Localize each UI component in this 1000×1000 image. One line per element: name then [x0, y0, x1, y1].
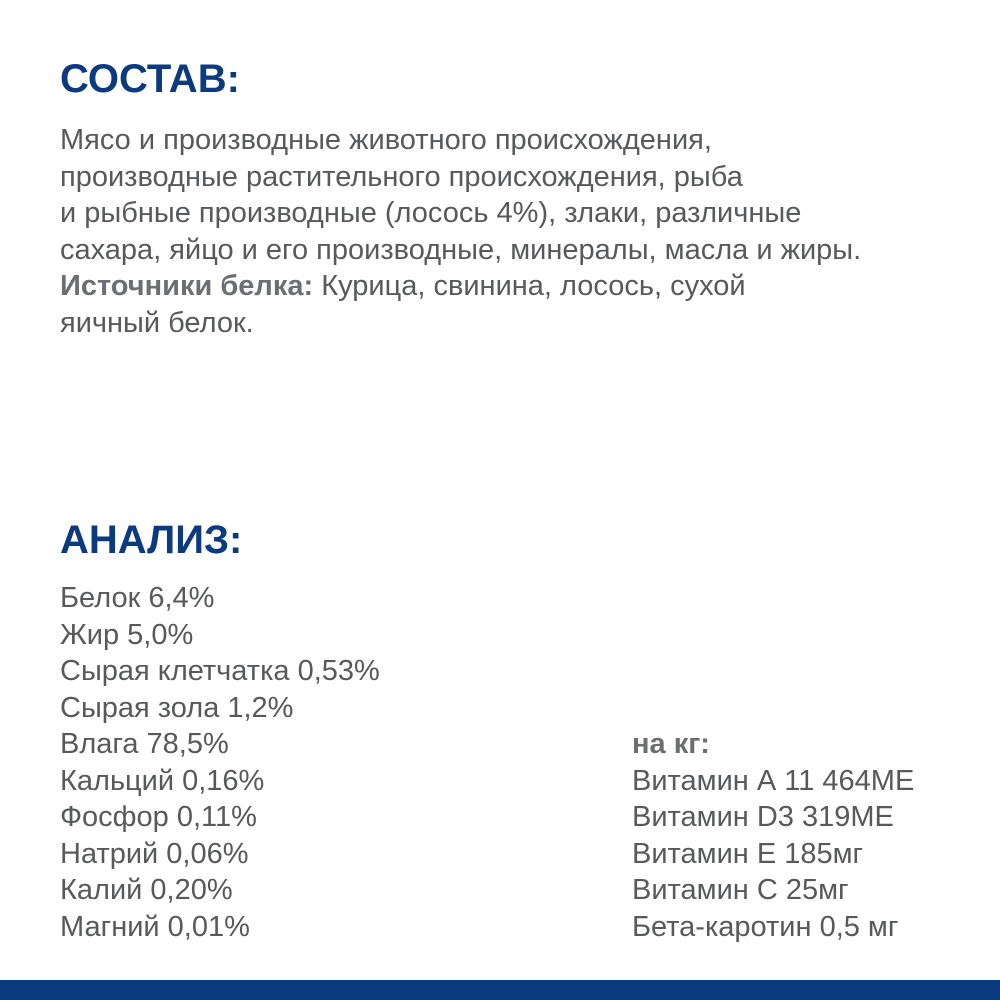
analysis-item-calcium: Кальций 0,16%: [60, 764, 265, 797]
analysis-item-moisture: Влага 78,5%: [60, 728, 229, 760]
protein-sources-label: Источники белка:: [60, 270, 314, 302]
vitamin-block: [632, 726, 914, 945]
composition-text: [60, 122, 980, 341]
analysis-item-protein: Белок 6,4%: [60, 582, 215, 614]
analysis-item-fat: Жир 5,0%: [60, 618, 194, 651]
protein-sources-value: Курица, свинина, лосось, сухой: [313, 270, 746, 302]
analysis-item-phosphorus: Фосфор 0,11%: [60, 801, 257, 833]
analysis-item-fiber: Сырая клетчатка 0,53%: [60, 655, 380, 687]
composition-line-3: и рыбные производные (лосось 4%), злаки, различные: [60, 197, 802, 229]
composition-line-2: производные растительного происхождения, рыба: [60, 160, 743, 193]
vitamin-item-a: Витамин А 11 464МЕ: [632, 764, 915, 797]
vitamin-item-c: Витамин С 25мг: [632, 874, 849, 906]
analysis-item-potassium: Калий 0,20%: [60, 874, 233, 906]
protein-sources-line: [60, 268, 980, 305]
composition-line-1: Мясо и производные животного происхождения,: [60, 124, 712, 156]
composition-heading: СОСТАВ:: [60, 57, 240, 101]
bottom-bar: [0, 980, 1000, 1000]
per-kg-label: на кг:: [632, 728, 710, 760]
analysis-item-sodium: Натрий 0,06%: [60, 837, 249, 870]
analysis-item-ash: Сырая зола 1,2%: [60, 691, 294, 724]
composition-line-4: сахара, яйцо и его производные, минералы, масла и жиры.: [60, 233, 862, 266]
analysis-item-magnesium: Магний 0,01%: [60, 910, 250, 943]
protein-sources-line-2: яичный белок.: [60, 306, 254, 339]
vitamin-item-beta-carotene: Бета-каротин 0,5 мг: [632, 910, 899, 943]
analysis-heading: АНАЛИЗ:: [60, 518, 243, 562]
analysis-list: [60, 580, 380, 945]
vitamin-item-e: Витамин Е 185мг: [632, 837, 864, 870]
vitamin-list: [632, 763, 914, 946]
vitamin-item-d3: Витамин D3 319МЕ: [632, 801, 894, 833]
